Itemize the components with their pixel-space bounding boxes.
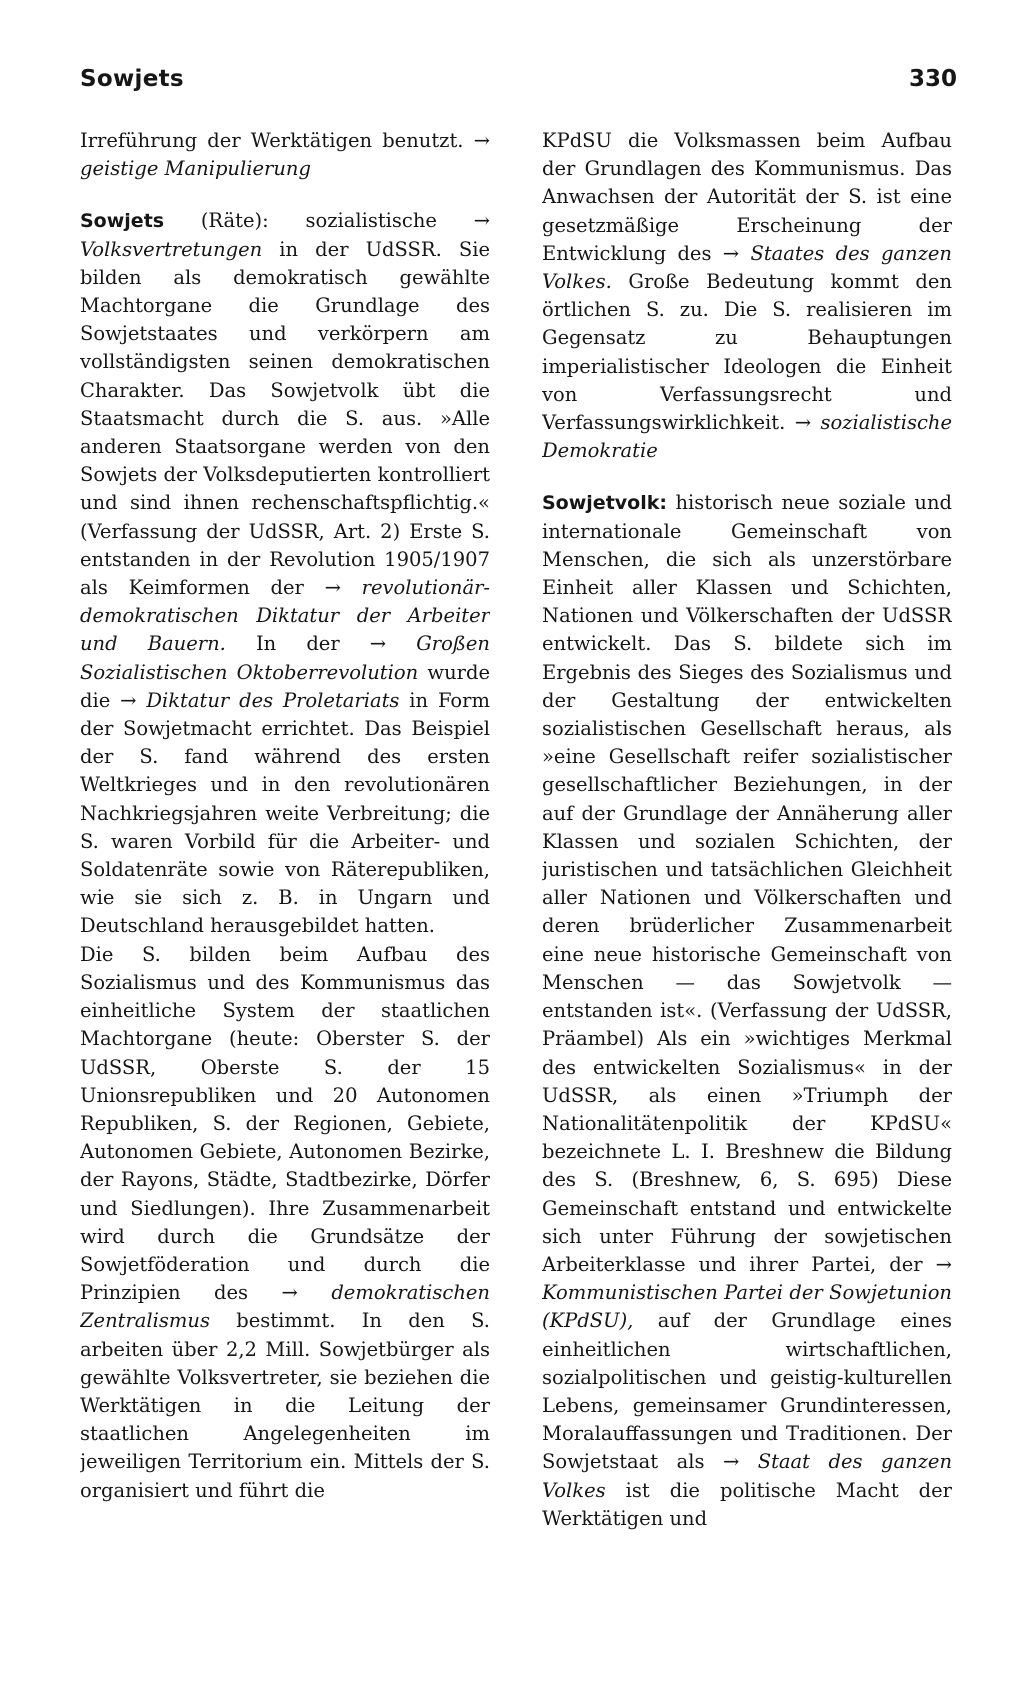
cross-reference-arrow-icon: → [794, 411, 812, 435]
cross-reference: Großen Sozialistischen Oktoberrevolution [80, 632, 490, 684]
cross-reference-arrow-icon: → [473, 129, 490, 152]
cross-reference: Volksvertretungen [80, 237, 263, 261]
page-number: 330 [908, 66, 957, 92]
cross-reference: demokratischen Zentralismus [80, 1281, 490, 1333]
cross-reference-arrow-icon: → [281, 1281, 298, 1305]
entry-sowjets: Sowjets (Räte): sozialistische → Volksvertretungen in der UdSSR. Sie bilden als demokratisch gewählte Machtorgane die Grundlage des Sowjetstaates und verkörpern am vollständigsten seinen demokratischen Charakter. Das Sowjetvolk übt die Staatsmacht durch die S. aus. »Alle anderen Staatsorgane werden von den Sowjets der Volksdeputierten kontrolliert und sind ihnen rechenschaftspflichtig.« (Verfassung der UdSSR, Art. 2) Erste S. entstanden in der Revolution 1905/1907 als Keimformen der → revolutionär-demokratischen Diktatur der Arbeiter und Bauern. In der → Großen Sozialistischen Oktoberrevolution wurde die → Diktatur des Proletariats in Form der Sowjetmacht errichtet. Das Beispiel der S. fand während des ersten Weltkrieges und in den revolutionären Nachkriegsjahren weite Verbreitung; die S. waren Vorbild für die Arbeiter- und Soldatenräte sowie von Räterepubliken, wie sie sich z. B. in Ungarn und Deutschland herausgebildet hatten. [80, 209, 490, 938]
cross-reference-arrow-icon: → [324, 576, 341, 600]
running-head-word: Sowjets [80, 66, 184, 92]
running-head [80, 66, 957, 106]
cross-reference: revolutionär-demokratischen Diktatur der Arbeiter und Bauern. [80, 576, 490, 656]
right-column [542, 127, 952, 1687]
cross-reference-arrow-icon: → [935, 1252, 952, 1276]
cross-reference-arrow-icon: → [120, 688, 137, 712]
cross-reference-arrow-icon: → [722, 241, 740, 265]
cross-reference-arrow-icon: → [722, 1450, 740, 1474]
entry-term: Sowjets [80, 210, 165, 233]
continuation-paragraph: Irreführung der Werktätigen benutzt. → geistige Manipulierung [80, 129, 490, 181]
entry-sowjetvolk: Sowjetvolk: historisch neue soziale und internationale Gemeinschaft von Menschen, die sich als unzerstörbare Einheit aller Klassen und Schichten, Nationen und Völkerschaften der UdSSR entwickelt. Das S. bildete sich im Ergebnis des Sieges des Sozialismus und der Gestaltung der entwickelten sozialistischen Gesellschaft heraus, als »eine Gesellschaft reifer sozialistischer gesellschaftlicher Beziehungen, in der auf der Grundlage der Annäherung aller Klassen und sozialen Schichten, der juristischen und tatsächlichen Gleichheit aller Nationen und Völkerschaften und deren brüderlicher Zusammenarbeit eine neue historische Gemeinschaft von Menschen — das Sowjetvolk — entstanden ist«. (Verfassung der UdSSR, Präambel) Als ein »wichtiges Merkmal des entwickelten Sozialismus« in der UdSSR, als einen »Triumph der Nationalitätenpolitik der KPdSU« bezeichnete L. I. Breshnew die Bildung des S. (Breshnew, 6, S. 695) Diese Gemeinschaft entstand und entwickelte sich unter Führung der sowjetischen Arbeiterklasse und ihrer Partei, der → Kommunistischen Partei der Sowjetunion (KPdSU), auf der Grundlage eines einheitlichen wirtschaftlichen, sozialpolitischen und geistig-kulturellen Lebens, gemeinsamer Grundinteressen, Moralauffassungen und Traditionen. Der Sowjetstaat als → Staat des ganzen Volkes ist die politische Macht der Werktätigen und [542, 491, 952, 1530]
entry-sowjets-paragraph-2: Die S. bilden beim Aufbau des Sozialismus und des Kommunismus das einheitliche System der staatlichen Machtorgane (heute: Oberster S. der UdSSR, Oberste S. der 15 Unionsrepubliken und 20 Autonomen Republiken, S. der Regionen, Gebiete, Autonomen Gebiete, Autonomen Bezirke, der Rayons, Städte, Stadtbezirke, Dörfer und Siedlungen). Ihre Zusammenarbeit wird durch die Grundsätze der Sowjetföderation und durch die Prinzipien des → demokratischen Zentralismus bestimmt. In den S. arbeiten über 2,2 Mill. Sowjetbürger als gewählte Volksvertreter, sie beziehen die Werktätigen in die Leitung der staatlichen Angelegenheiten im jeweiligen Territorium ein. Mittels der S. organisiert und führt die [80, 942, 490, 1502]
cross-reference: Diktatur des Proletariats [136, 688, 400, 712]
cross-reference: Kommunistischen Partei der Sowjetunion (KPdSU), [542, 1281, 952, 1333]
cross-reference: sozialistische Demokratie [542, 411, 952, 463]
left-column [80, 127, 490, 1687]
cross-reference: Staates des ganzen Volkes. [542, 241, 952, 294]
entry-term: Sowjetvolk: [542, 492, 667, 515]
cross-reference-arrow-icon: → [369, 632, 387, 656]
cross-reference: geistige Manipulierung [80, 157, 311, 181]
cross-reference: Staat des ganzen Volkes [542, 1450, 952, 1502]
entry-sowjets-continued: KPdSU die Volksmassen beim Aufbau der Grundlagen des Kommunismus. Das Anwachsen der Autorität der S. ist eine gesetzmäßige Erscheinung der Entwicklung des → Staates des ganzen Volkes. Große Bedeutung kommt den örtlichen S. zu. Die S. realisieren im Gegensatz zu Behauptungen imperialistischer Ideologen die Einheit von Verfassungsrecht und Verfassungswirklichkeit. → sozialistische Demokratie [542, 129, 952, 463]
cross-reference-arrow-icon: → [473, 209, 490, 233]
